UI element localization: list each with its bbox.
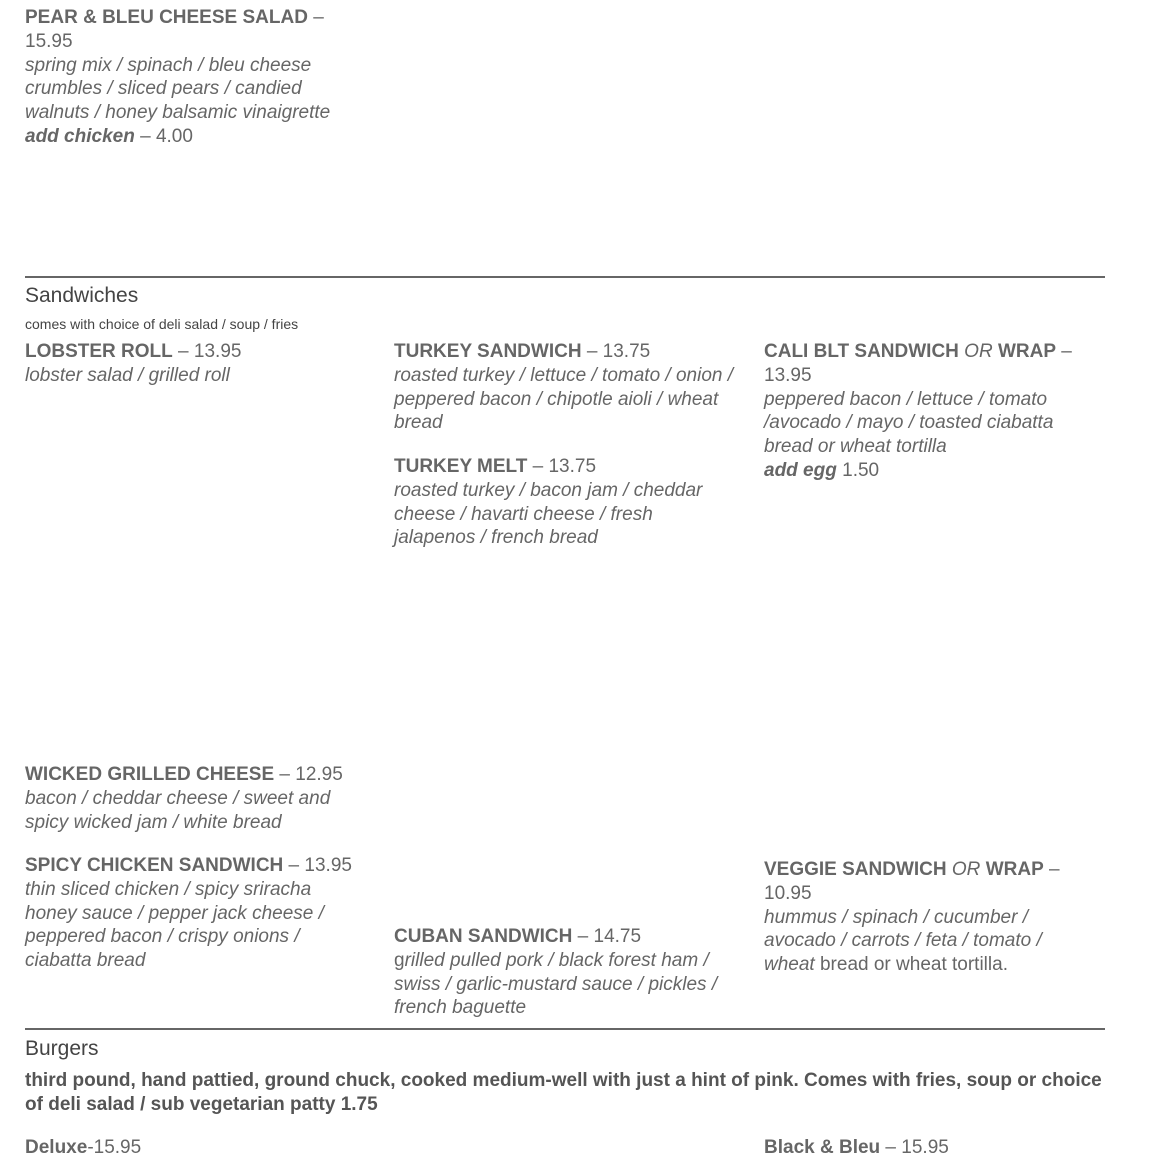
item-description: peppered bacon / lettuce / tomato /avocado / mayo / toasted ciabatta bread or wheat tortilla xyxy=(764,388,1054,458)
item-name: Black & Bleu xyxy=(764,1137,881,1158)
item-name: PEAR & BLEU CHEESE SALAD xyxy=(25,7,308,28)
item-name-alt: WRAP xyxy=(985,859,1044,880)
item-name: LOBSTER ROLL xyxy=(25,341,173,362)
description-plain: bread or wheat tortilla. xyxy=(814,954,1008,976)
item-description: roasted turkey / bacon jam / cheddar cheese / havarti cheese / fresh jalapenos / french bread xyxy=(394,479,703,549)
item-description: thin sliced chicken / spicy sriracha honey sauce / pepper jack cheese / peppered bacon / crispy onions / ciabatta bread xyxy=(25,878,324,972)
item-price: – 15.95 xyxy=(25,7,324,52)
addon-price: 1.50 xyxy=(836,459,880,481)
item-name: TURKEY SANDWICH xyxy=(394,341,582,362)
menu-item-turkey-sandwich xyxy=(394,340,739,435)
item-or: OR xyxy=(946,859,986,880)
description-rest: rilled pulled pork / black forest ham / swiss / garlic-mustard sauce / pickles / french baguette xyxy=(394,949,718,1019)
section-divider xyxy=(25,276,1105,278)
item-name: TURKEY MELT xyxy=(394,456,528,477)
item-name: CALI BLT SANDWICH xyxy=(764,341,959,362)
item-price: – 14.75 xyxy=(572,926,642,947)
item-price: – 13.95 xyxy=(172,341,242,362)
menu-item-veggie xyxy=(764,858,1094,977)
item-or: OR xyxy=(958,341,998,362)
burgers-description: third pound, hand pattied, ground chuck, cooked medium-well with just a hint of pink. Comes with fries, soup or choice of deli salad / sub vegetarian patty 1.75 xyxy=(25,1070,1102,1115)
description-italic: hummus / spinach / cucumber / avocado / carrots / feta / tomato / wheat xyxy=(764,906,1042,976)
menu-item-spicy-chicken xyxy=(25,854,355,973)
item-name: VEGGIE SANDWICH xyxy=(764,859,947,880)
section-divider xyxy=(25,1028,1105,1030)
item-description: roasted turkey / lettuce / tomato / onion / peppered bacon / chipotle aioli / wheat bread xyxy=(394,364,734,434)
section-title-burgers: Burgers xyxy=(25,1037,99,1060)
item-price: – 13.75 xyxy=(527,456,597,477)
menu-item-pear-bleu-salad xyxy=(25,6,365,149)
item-name: SPICY CHICKEN SANDWICH xyxy=(25,855,284,876)
item-description: spring mix / spinach / bleu cheese crumbles / sliced pears / candied walnuts / honey balsamic vinaigrette xyxy=(25,54,331,124)
item-name: CUBAN SANDWICH xyxy=(394,926,573,947)
item-description xyxy=(394,949,742,1020)
menu-item-wicked-grilled-cheese xyxy=(25,763,370,834)
item-description: bacon / cheddar cheese / sweet and spicy wicked jam / white bread xyxy=(25,787,331,833)
menu-item-cuban-sandwich xyxy=(394,925,742,1020)
item-description: lobster salad / grilled roll xyxy=(25,364,230,386)
item-name: Deluxe xyxy=(25,1137,88,1158)
menu-item-black-bleu xyxy=(764,1136,1104,1160)
menu-item-cali-blt xyxy=(764,340,1104,483)
item-price: – 13.75 xyxy=(581,341,651,362)
menu-item-lobster-roll xyxy=(25,340,370,388)
section-subtitle: comes with choice of deli salad / soup / fries xyxy=(25,316,299,332)
item-name-alt: WRAP xyxy=(997,341,1057,362)
addon-price: – 4.00 xyxy=(134,125,193,147)
item-price: – 13.95 xyxy=(764,341,1072,386)
item-price: – 13.95 xyxy=(283,855,352,876)
description-initial: g xyxy=(394,949,405,971)
item-price: -15.95 xyxy=(87,1137,142,1158)
item-price: – 15.95 xyxy=(880,1137,949,1158)
menu-item-deluxe xyxy=(25,1136,365,1160)
section-title-sandwiches: Sandwiches xyxy=(25,284,139,307)
item-description xyxy=(764,906,1094,977)
menu-item-turkey-melt xyxy=(394,455,739,550)
item-name: WICKED GRILLED CHEESE xyxy=(25,764,275,785)
addon-label: add chicken xyxy=(25,125,135,147)
addon-label: add egg xyxy=(764,459,837,481)
item-price: – 10.95 xyxy=(764,859,1060,904)
item-price: – 12.95 xyxy=(274,764,343,785)
